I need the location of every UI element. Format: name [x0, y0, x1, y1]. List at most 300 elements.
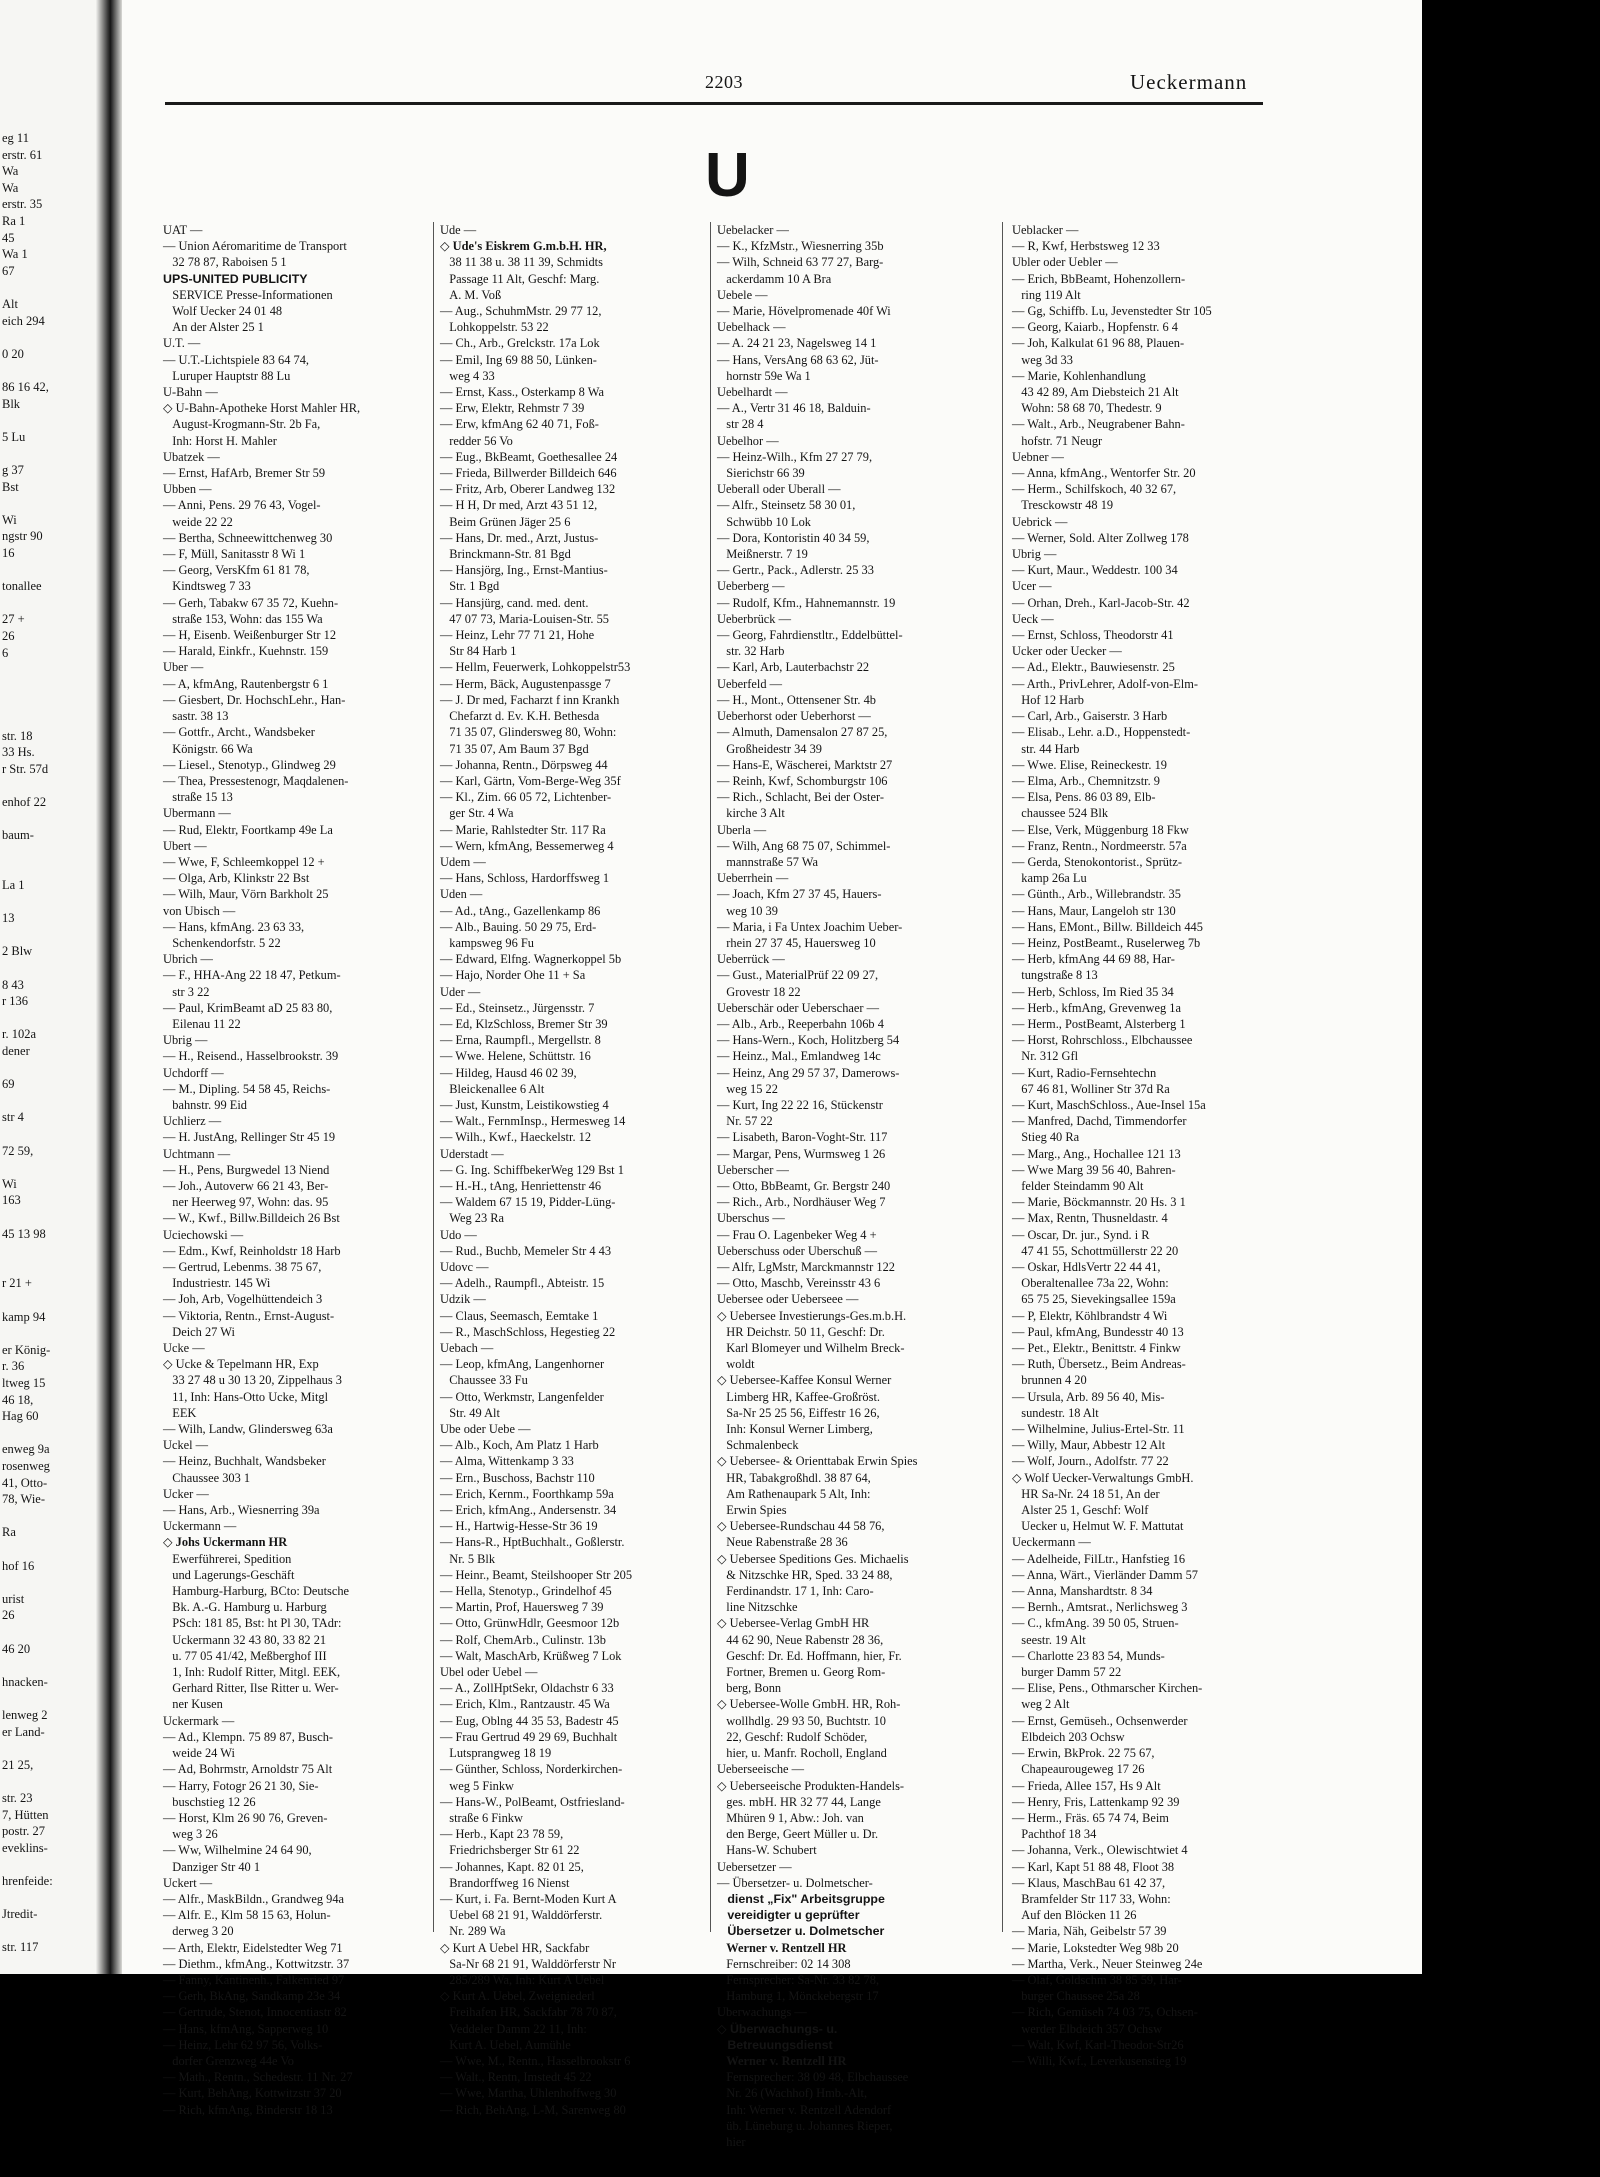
directory-entry: — Johanna, Rentn., Dörpsweg 44 — [440, 757, 608, 772]
directory-entry: — Oscar, Dr. jur., Synd. i R — [1012, 1227, 1150, 1242]
directory-entry: mannstraße 57 Wa — [717, 854, 818, 869]
directory-entry: — Union Aéromaritime de Transport — [163, 239, 347, 254]
left-page-fragment: eg 11 — [2, 131, 29, 145]
left-page-fragment: 46 20 — [2, 1641, 31, 1656]
directory-entry: — Rich, Gemüseh 74 03 75, Ochsen- — [1012, 2005, 1198, 2020]
directory-entry: — Alfr. E., Klm 58 15 63, Holun- — [163, 1908, 331, 1923]
left-page-fragment: baum- — [2, 828, 34, 843]
directory-entry: — Georg, VersKfm 61 81 78, — [163, 563, 310, 578]
left-page-fragment: Blk — [2, 396, 21, 411]
directory-entry: hofstr. 71 Neugr — [1012, 433, 1103, 448]
directory-entry: — Hildeg, Hausd 46 02 39, — [440, 1065, 577, 1080]
directory-entry: — Walt, Kwf, Karl-Theodor-Str26 — [1012, 2037, 1184, 2052]
directory-entry: — Henry, Fris, Lattenkamp 92 39 — [1012, 1794, 1180, 1809]
directory-heading: Uckel — — [163, 1438, 209, 1453]
left-page-fragment: enhof 22 — [2, 795, 47, 809]
directory-entry: 47 07 73, Maria-Louisen-Str. 55 — [440, 611, 609, 626]
directory-entry: — Claus, Seemasch, Eemtake 1 — [440, 1308, 599, 1323]
directory-entry: Inh: Horst H. Mahler — [163, 433, 277, 448]
left-page-fragment: eveklins- — [2, 1840, 48, 1855]
directory-entry: — Franz, Rentn., Nordmeerstr. 57a — [1012, 838, 1187, 853]
directory-entry: — Rudolf, Kfm., Hahnemannstr. 19 — [717, 595, 896, 610]
directory-heading: Ucke — — [163, 1341, 205, 1356]
directory-entry: weg 15 22 — [717, 1081, 778, 1096]
directory-entry: — Elisab., Lehr. a.D., Hoppenstedt- — [1012, 725, 1191, 740]
directory-entry: — Harry, Fotogr 26 21 30, Sie- — [163, 1778, 319, 1793]
directory-entry: Weg 23 Ra — [440, 1211, 505, 1226]
directory-entry: kirche 3 Alt — [717, 806, 785, 821]
directory-entry: — Ed, KlzSchloss, Bremer Str 39 — [440, 1016, 608, 1031]
directory-entry: straße 6 Finkw — [440, 1810, 523, 1825]
directory-entry: — Erw, Elektr, Rehmstr 7 39 — [440, 401, 585, 416]
directory-heading: Uciechowski — — [163, 1227, 244, 1242]
directory-entry: — Ursula, Arb. 89 56 40, Mis- — [1012, 1389, 1165, 1404]
directory-entry: — Joh, Kalkulat 61 96 88, Plauen- — [1012, 336, 1185, 351]
directory-entry: hier, u. Manfr. Rocholl, England — [717, 1746, 887, 1761]
directory-entry: hornstr 59e Wa 1 — [717, 368, 811, 383]
directory-heading: Uchdorff — — [163, 1065, 224, 1080]
directory-entry: — Herm, Bäck, Augustenpassge 7 — [440, 676, 611, 691]
directory-entry: — R., MaschSchloss, Hegestieg 22 — [440, 1324, 616, 1339]
directory-entry: ◇ Kurt A Uebel HR, Sackfabr — [440, 1940, 590, 1955]
left-page-fragment: hrenfeide: — [2, 1874, 53, 1888]
directory-entry: str. 32 Harb — [717, 644, 785, 659]
directory-entry: str. 44 Harb — [1012, 741, 1080, 756]
directory-entry: Neue Rabenstraße 28 36 — [717, 1535, 848, 1550]
column-rule — [710, 222, 711, 1932]
directory-entry: Nr. 289 Wa — [440, 1924, 506, 1939]
directory-heading: Ucer — — [1012, 579, 1052, 594]
directory-heading: Ubler oder Uebler — — [1012, 255, 1118, 270]
directory-entry: derweg 3 20 — [163, 1924, 234, 1939]
directory-entry: hier — [717, 2134, 746, 2149]
directory-heading: Ucker oder Uecker — — [1012, 644, 1122, 659]
directory-entry: — A, kfmAng, Rautenbergstr 6 1 — [163, 676, 329, 691]
directory-entry: Str 84 Harb 1 — [440, 644, 517, 659]
left-page-fragment: lenweg 2 — [2, 1708, 48, 1722]
directory-entry: — Wilh, Ang 68 75 07, Schimmel- — [717, 838, 891, 853]
directory-entry: ◇ Uebersee Investierungs-Ges.m.b.H. — [717, 1308, 907, 1323]
directory-entry: — Giesbert, Dr. HochschLehr., Han- — [163, 692, 346, 707]
directory-entry: — Rud., Buchb, Memeler Str 4 43 — [440, 1243, 612, 1258]
directory-heading: Ueberall oder Uberall — — [717, 482, 841, 497]
directory-entry: Chefarzt d. Ev. K.H. Bethesda — [440, 709, 600, 724]
directory-entry: — A. 24 21 23, Nagelsweg 14 1 — [717, 336, 877, 351]
directory-entry: Pachthof 18 34 — [1012, 1827, 1097, 1842]
directory-entry: — Olaf, Goldschm 38 85 59, Har- — [1012, 1972, 1182, 1987]
directory-entry: — Eug, Oblng 44 35 53, Badestr 45 — [440, 1713, 619, 1728]
left-page-fragment: hnacken- — [2, 1674, 48, 1689]
directory-entry: EEK — [163, 1405, 197, 1420]
left-page-fragment: 21 25, — [2, 1757, 34, 1772]
directory-entry: — Bernh., Amtsrat., Nerlichsweg 3 — [1012, 1600, 1188, 1615]
directory-entry: Inh: Werner v. Rentzell Adendorf — [717, 2102, 892, 2117]
left-page-fragment: er Land- — [2, 1724, 45, 1739]
directory-entry: Beim Grünen Jäger 25 6 — [440, 514, 571, 529]
left-page-fragment: Hag 60 — [2, 1409, 39, 1424]
left-page-fragment: r. 102a — [2, 1027, 37, 1042]
directory-entry: ◇ Uebersee- & Orienttabak Erwin Spies — [717, 1454, 918, 1469]
directory-heading: Uden — — [440, 887, 483, 902]
directory-entry: berg, Bonn — [717, 1681, 782, 1696]
directory-entry: Nr. 57 22 — [717, 1114, 773, 1129]
directory-entry: — Frieda, Billwerder Billdeich 646 — [440, 466, 617, 481]
directory-entry: — H, Eisenb. Weißenburger Str 12 — [163, 628, 337, 643]
directory-entry: Werner v. Rentzell HR — [717, 1940, 847, 1955]
directory-entry: — Ad., Klempn. 75 89 87, Busch- — [163, 1729, 334, 1744]
directory-entry: — Wwe, Martha, Uhlenhoffweg 30 — [440, 2086, 617, 2101]
left-page-fragment: eich 294 — [2, 313, 45, 328]
directory-entry: wollhdlg. 29 93 50, Buchtstr. 10 — [717, 1713, 886, 1728]
directory-entry: — Gertr., Pack., Adlerstr. 25 33 — [717, 563, 874, 578]
directory-entry: Schwübb 10 Lok — [717, 514, 811, 529]
directory-entry: — Erich, kfmAng., Andersenstr. 34 — [440, 1503, 617, 1518]
directory-entry: burger Damm 57 22 — [1012, 1665, 1122, 1680]
directory-heading: Ueberbrück — — [717, 611, 791, 626]
directory-heading: Ueckermann — — [1012, 1535, 1091, 1550]
directory-entry: — Elise, Pens., Othmarscher Kirchen- — [1012, 1681, 1203, 1696]
left-page-fragment: r 21 + — [2, 1276, 32, 1291]
directory-entry: — H., Mont., Ottensener Str. 4b — [717, 692, 877, 707]
directory-entry: — Klaus, MaschBau 61 42 37, — [1012, 1875, 1166, 1890]
directory-entry: — Hans-Wern., Koch, Holitzberg 54 — [717, 1033, 900, 1048]
directory-entry: — Johanna, Verk., Olewischtwiet 4 — [1012, 1843, 1188, 1858]
directory-entry: ◇ Uebersee-Verlag GmbH HR — [717, 1616, 870, 1631]
directory-entry: — Rolf, ChemArb., Culinstr. 13b — [440, 1632, 606, 1647]
directory-heading: Uberwachungs — — [717, 2005, 807, 2020]
directory-entry: Kindtsweg 7 33 — [163, 579, 251, 594]
directory-entry: — Alfr., MaskBildn., Grandweg 94a — [163, 1891, 345, 1906]
directory-heading: Uebner — — [1012, 449, 1064, 464]
directory-entry: — Hella, Stenotyp., Grindelhof 45 — [440, 1584, 612, 1599]
directory-entry: straße 15 13 — [163, 790, 233, 805]
left-page-fragment: 5 Lu — [2, 429, 26, 444]
directory-entry: weg 3 26 — [163, 1827, 218, 1842]
directory-entry: — U.T.-Lichtspiele 83 64 74, — [163, 352, 310, 367]
directory-entry: Friedrichsberger Str 61 22 — [440, 1843, 580, 1858]
directory-entry: — Elsa, Pens. 86 03 89, Elb- — [1012, 790, 1156, 805]
directory-entry: — Paul, KrimBeamt aD 25 83 80, — [163, 1000, 333, 1015]
left-page-fragment: erstr. 35 — [2, 197, 43, 212]
directory-heading: Uebelhor — — [717, 433, 779, 448]
directory-entry: August-Krogmann-Str. 2b Fa, — [163, 417, 321, 432]
directory-entry: — Martha, Verk., Neuer Steinweg 24e — [1012, 1956, 1203, 1971]
left-page-fragment: str. 23 — [2, 1791, 33, 1805]
directory-entry: Am Rathenaupark 5 Alt, Inh: — [717, 1486, 871, 1501]
directory-entry: — Wwe. Helene, Schüttstr. 16 — [440, 1049, 591, 1064]
directory-column-1 — [163, 222, 425, 2117]
directory-entry: weg 5 Finkw — [440, 1778, 514, 1793]
left-page-fragment: r. 36 — [2, 1359, 25, 1374]
directory-entry: — H., Hartwig-Hesse-Str 36 19 — [440, 1519, 598, 1534]
directory-entry: sundestr. 18 Alt — [1012, 1405, 1099, 1420]
directory-entry: Uecker u, Helmut W. F. Mattutat — [1012, 1519, 1184, 1534]
directory-heading: Ueberschär oder Ueberschaer — — [717, 1000, 880, 1015]
directory-entry: Uebel 68 21 91, Walddörferstr. — [440, 1908, 603, 1923]
directory-entry: — Wilh, Landw, Glindersweg 63a — [163, 1422, 333, 1437]
left-page-fragment: 7, Hütten — [2, 1807, 49, 1822]
directory-entry: — Gerda, Stenokontorist., Sprütz- — [1012, 854, 1183, 869]
directory-entry: — H., Pens, Burgwedel 13 Niend — [163, 1162, 330, 1177]
directory-entry: 71 35 07, Glindersweg 80, Wohn: — [440, 725, 617, 740]
directory-heading: Uebersee oder Ueberseee — — [717, 1292, 859, 1307]
directory-entry: Hamburg 1, Mönckebergstr 17 — [717, 1989, 879, 2004]
directory-entry: — R, Kwf, Herbstsweg 12 33 — [1012, 239, 1160, 254]
directory-entry: — Harald, Einkfr., Kuehnstr. 159 — [163, 644, 329, 659]
directory-entry: Großheidestr 34 39 — [717, 741, 822, 756]
directory-entry: — Herb, kfmAng 44 69 88, Har- — [1012, 952, 1175, 967]
directory-entry: Betreuungsdienst — [717, 2037, 833, 2052]
left-page-fragment: 16 — [2, 546, 15, 560]
directory-entry: — Max, Rentn, Thusneldastr. 4 — [1012, 1211, 1168, 1226]
directory-heading: Ubrich — — [163, 952, 213, 967]
directory-entry: weide 22 22 — [163, 514, 233, 529]
directory-entry: — Herb., kfmAng, Grevenweg 1a — [1012, 1000, 1181, 1015]
directory-entry: ges. mbH. HR 32 77 44, Lange — [717, 1794, 881, 1809]
directory-entry: — Wwe, M., Rentn., Hasselbrookstr 6 — [440, 2053, 631, 2068]
directory-entry: — Otto, GrünwHdlr, Geesmoor 12b — [440, 1616, 620, 1631]
directory-entry: Veddeler Damm 22 11, Inh: — [440, 2021, 587, 2036]
directory-entry: weg 2 Alt — [1012, 1697, 1070, 1712]
directory-entry: straße 153, Wohn: das 155 Wa — [163, 611, 323, 626]
directory-entry: — Wilh, Maur, Vörn Barkholt 25 — [163, 887, 329, 902]
directory-entry: — Willi, Kwf., Leverkusenstieg 19 — [1012, 2053, 1187, 2068]
directory-heading: Ubben — — [163, 482, 212, 497]
directory-entry: — Werner, Sold. Alter Zollweg 178 — [1012, 530, 1189, 545]
directory-entry: — Georg, Kaiarb., Hopfenstr. 6 4 — [1012, 320, 1178, 335]
directory-entry: — Hans, EMont., Billw. Billdeich 445 — [1012, 919, 1203, 934]
directory-entry: — J. Dr med, Facharzt f inn Krankh — [440, 692, 620, 707]
directory-heading: Ubel oder Uebel — — [440, 1665, 538, 1680]
directory-entry: UPS-UNITED PUBLICITY — [163, 271, 308, 286]
directory-heading: Uebelhardt — — [717, 385, 788, 400]
directory-entry: 65 75 25, Sievekingsallee 159a — [1012, 1292, 1176, 1307]
directory-entry: — Ernst, Schloss, Theodorstr 41 — [1012, 628, 1174, 643]
directory-entry: — A., Vertr 31 46 18, Balduin- — [717, 401, 871, 416]
directory-entry: — A., ZollHptSekr, Oldachstr 6 33 — [440, 1681, 614, 1696]
directory-entry: — Herm., Schilfskoch, 40 32 67, — [1012, 482, 1177, 497]
directory-entry: ackerdamm 10 A Bra — [717, 271, 832, 286]
directory-entry: — Kurt, Ing 22 22 16, Stückenstr — [717, 1097, 883, 1112]
directory-entry: ◇ Ucke & Tepelmann HR, Exp — [163, 1357, 319, 1372]
directory-entry: Limberg HR, Kaffee-Großröst. — [717, 1389, 880, 1404]
directory-entry: — Marie, Kohlenhandlung — [1012, 368, 1146, 383]
directory-heading: Ude — — [440, 223, 477, 237]
directory-entry: Deich 27 Wi — [163, 1324, 235, 1339]
left-page-fragment: urist — [2, 1591, 25, 1606]
directory-entry: — Ch., Arb., Grelckstr. 17a Lok — [440, 336, 600, 351]
directory-entry: 33 27 48 u 30 13 20, Zippelhaus 3 — [163, 1373, 342, 1388]
directory-entry: — Kurt, i. Fa. Bernt-Moden Kurt A — [440, 1891, 617, 1906]
directory-entry: Auf den Blöcken 11 26 — [1012, 1908, 1137, 1923]
directory-entry: — Ad, Bohrmstr, Arnoldstr 75 Alt — [163, 1762, 333, 1777]
directory-entry: — Hans, Dr. med., Arzt, Justus- — [440, 530, 599, 545]
directory-heading: Ueberberg — — [717, 579, 785, 594]
directory-entry: — Alfr., Steinsetz 58 30 01, — [717, 498, 856, 513]
directory-entry: — Ernst, Gemüseh., Ochsenwerder — [1012, 1713, 1188, 1728]
directory-entry: burger Chaussee 25a 28 — [1012, 1989, 1140, 2004]
directory-heading: Ueberrhein — — [717, 871, 789, 886]
left-page-fragment: ngstr 90 — [2, 529, 43, 544]
directory-entry: ◇ Johs Uckermann HR — [163, 1535, 288, 1550]
directory-entry: 71 35 07, Am Baum 37 Bgd — [440, 741, 589, 756]
left-page-fragment: hof 16 — [2, 1558, 35, 1573]
left-page-fragment: Ra 1 — [2, 214, 26, 228]
directory-entry: Nr. 312 Gfl — [1012, 1049, 1079, 1064]
directory-entry: — Ww, Wilhelmine 24 64 90, — [163, 1843, 312, 1858]
directory-entry: Chaussee 303 1 — [163, 1470, 251, 1485]
directory-heading: Uckert — — [163, 1875, 213, 1890]
directory-heading: Ubert — — [163, 838, 207, 853]
directory-entry: ◇ Ueberseeische Produkten-Handels- — [717, 1778, 905, 1793]
directory-heading: Ueberseeische — — [717, 1762, 805, 1777]
left-page-fragment: 26 — [2, 1608, 15, 1623]
directory-entry: — Kl., Zim. 66 05 72, Lichtenber- — [440, 790, 612, 805]
directory-entry: — H., Reisend., Hasselbrookstr. 39 — [163, 1049, 339, 1064]
directory-heading: Uckermann — — [163, 1519, 237, 1534]
directory-entry: — Alma, Wittenkamp 3 33 — [440, 1454, 574, 1469]
left-page-fragment: 8 43 — [2, 977, 24, 992]
directory-entry: ◇ U-Bahn-Apotheke Horst Mahler HR, — [163, 401, 361, 416]
directory-entry: — Viktoria, Rentn., Ernst-August- — [163, 1308, 335, 1323]
directory-heading: Ubatzek — — [163, 449, 220, 464]
directory-entry: — Karl, Gärtn, Vom-Berge-Weg 35f — [440, 773, 621, 788]
directory-entry: — Ernst, Kass., Osterkamp 8 Wa — [440, 385, 604, 400]
directory-entry: — Emil, Ing 69 88 50, Lünken- — [440, 352, 597, 367]
directory-entry: — Gertrud, Lebenms. 38 75 67, — [163, 1260, 322, 1274]
directory-entry: — Carl, Arb., Gaiserstr. 3 Harb — [1012, 709, 1168, 724]
left-page-fragment: g 37 — [2, 463, 24, 477]
directory-heading: Uberschus — — [717, 1211, 785, 1226]
directory-entry: ner Heerweg 97, Wohn: das. 95 — [163, 1195, 329, 1210]
directory-entry: — Eug., BkBeamt, Goethesallee 24 — [440, 449, 618, 464]
directory-entry: — Maria, i Fa Untex Joachim Ueber- — [717, 919, 903, 934]
directory-entry: — Frieda, Allee 157, Hs 9 Alt — [1012, 1778, 1161, 1793]
directory-entry: 22, Geschf: Rudolf Schöder, — [717, 1729, 868, 1744]
directory-entry: — Adelh., Raumpfl., Abteistr. 15 — [440, 1276, 605, 1291]
directory-entry: — Gerh, BkAng, Sandkamp 23e 34 — [163, 1989, 341, 2004]
directory-entry: — Rud, Elektr, Foortkamp 49e La — [163, 822, 333, 837]
directory-entry: — H.-H., tAng, Henriettenstr 46 — [440, 1178, 602, 1193]
directory-entry: — Joach, Kfm 27 37 45, Hauers- — [717, 887, 882, 902]
directory-entry: Inh: Konsul Werner Limberg, — [717, 1422, 873, 1437]
directory-entry: — Hans, kfmAng. 23 63 33, — [163, 919, 305, 934]
left-page-fragment: str. 18 — [2, 728, 33, 743]
directory-entry: — Paul, kfmAng, Bundesstr 40 13 — [1012, 1324, 1184, 1339]
directory-entry: — Math., Rentn., Schedestr. 11 Nr. 27 — [163, 2070, 353, 2085]
directory-entry: — Wilh, Schneid 63 77 27, Barg- — [717, 255, 884, 270]
directory-entry: Erwin Spies — [717, 1503, 787, 1518]
left-page-fragment: er König- — [2, 1342, 51, 1357]
column-rule — [1002, 222, 1003, 1932]
directory-entry: str 28 4 — [717, 417, 764, 432]
directory-heading: Uberla — — [717, 822, 767, 837]
left-page-edge — [0, 0, 108, 1974]
directory-entry: — H H, Dr med, Arzt 43 51 12, — [440, 498, 598, 513]
directory-heading: Ubrig — — [163, 1033, 208, 1048]
directory-entry: redder 56 Vo — [440, 433, 513, 448]
directory-entry: — K., KfzMstr., Wiesnerring 35b — [717, 239, 884, 254]
directory-entry: 67 46 81, Wolliner Str 37d Ra — [1012, 1081, 1170, 1096]
directory-entry: Meißnerstr. 7 19 — [717, 547, 808, 562]
directory-entry: — Walt., FernmInsp., Hermesweg 14 — [440, 1114, 626, 1129]
directory-entry: weg 10 39 — [717, 903, 778, 918]
directory-entry: ◇ Ude's Eiskrem G.m.b.H. HR, — [440, 239, 607, 254]
directory-entry: — Erich, BbBeamt, Hohenzollern- — [1012, 271, 1186, 286]
directory-entry: üb. Lüneburg u. Johannes Rieper, — [717, 2118, 893, 2133]
directory-entry: SERVICE Presse-Informationen — [163, 287, 333, 302]
directory-entry: — Rich., Arb., Nordhäuser Weg 7 — [717, 1195, 886, 1210]
directory-entry: — Herb., Kapt 23 78 59, — [440, 1827, 564, 1842]
directory-entry: — Horst, Rohrschloss., Elbchaussee — [1012, 1033, 1193, 1048]
directory-entry: Elbdeich 203 Ochsw — [1012, 1729, 1125, 1744]
section-letter: U — [705, 141, 750, 210]
left-page-fragment: postr. 27 — [2, 1824, 46, 1839]
directory-entry: — Heinr., Beamt, Steilshooper Str 205 — [440, 1567, 633, 1582]
column-rule — [433, 222, 434, 1932]
directory-entry: — H. JustAng, Rellinger Str 45 19 — [163, 1130, 336, 1145]
directory-entry: — Erw, kfmAng 62 40 71, Foß- — [440, 417, 599, 432]
directory-entry: Str. 1 Bgd — [440, 579, 500, 594]
left-page-fragment: 0 20 — [2, 346, 24, 361]
directory-entry: — Otto, BbBeamt, Gr. Bergstr 240 — [717, 1178, 891, 1193]
directory-entry: — Arth, Elektr, Eidelstedter Weg 71 — [163, 1940, 343, 1955]
directory-entry: — Waldem 67 15 19, Pidder-Lüng- — [440, 1195, 616, 1210]
directory-entry: — Alb., Bauing. 50 29 75, Erd- — [440, 919, 597, 934]
directory-entry: — Marie, Lokstedter Weg 98b 20 — [1012, 1940, 1179, 1955]
directory-entry: — Heinz., Mal., Emlandweg 14c — [717, 1049, 881, 1064]
directory-entry: — Erna, Raumpfl., Mergellstr. 8 — [440, 1033, 601, 1048]
left-page-fragment: enweg 9a — [2, 1442, 50, 1457]
directory-entry: Bleickenallee 6 Alt — [440, 1081, 545, 1096]
directory-entry: — Otto, Maschb, Vereinsstr 43 6 — [717, 1276, 881, 1291]
directory-entry: — Reinh, Kwf, Schomburgstr 106 — [717, 773, 888, 788]
left-page-fragment: 78, Wie- — [2, 1492, 46, 1507]
left-page-fragment: Wa — [2, 180, 19, 195]
directory-entry: — Anna, kfmAng., Wentorfer Str. 20 — [1012, 466, 1196, 481]
directory-entry: — Orhan, Dreh., Karl-Jacob-Str. 42 — [1012, 595, 1190, 610]
directory-entry: — Bertha, Schneewittchenweg 30 — [163, 530, 333, 545]
directory-entry: — Maria, Näh, Geibelstr 57 39 — [1012, 1924, 1167, 1939]
left-page-fragment: Wa — [2, 164, 19, 179]
left-page-fragment: Wi — [2, 512, 17, 527]
directory-entry: Übersetzer u. Dolmetscher — [717, 1924, 885, 1939]
directory-entry: — Rich., Schlacht, Bei der Oster- — [717, 790, 884, 805]
directory-entry: — Ed., Steinsetz., Jürgensstr. 7 — [440, 1000, 595, 1015]
directory-entry: — Karl, Kapt 51 88 48, Floot 38 — [1012, 1859, 1175, 1874]
directory-column-2 — [440, 222, 702, 2117]
directory-entry: ner Kusen — [163, 1697, 223, 1712]
left-page-fragment: 27 + — [2, 612, 25, 627]
directory-entry: Alster 25 1, Geschf: Wolf — [1012, 1503, 1149, 1518]
directory-entry: Schenkendorfstr. 5 22 — [163, 935, 281, 950]
directory-entry: — Dora, Kontoristin 40 34 59, — [717, 530, 870, 545]
directory-heading: Uebersetzer — — [717, 1859, 792, 1874]
directory-heading: Ueberschuss oder Uberschuß — — [717, 1243, 878, 1258]
directory-entry: — Günth., Arb., Willebrandstr. 35 — [1012, 887, 1181, 902]
left-page-fragment: Wi — [2, 1176, 17, 1191]
directory-entry: — Rich, BehAng, L-M, Sarenweg 80 — [440, 2102, 626, 2117]
directory-entry: — Kurt, Maur., Weddestr. 100 34 — [1012, 563, 1178, 578]
directory-entry: — Hans, kfmAng, Sapperweg 10 — [163, 2021, 329, 2036]
directory-entry: kamp 26a Lu — [1012, 871, 1087, 886]
directory-entry: — Hans-W., PolBeamt, Ostfriesland- — [440, 1794, 625, 1809]
directory-heading: Uckermark — — [163, 1713, 235, 1728]
directory-entry: — Heinz, Lehr 77 71 21, Hohe — [440, 628, 595, 643]
directory-entry: bahnstr. 99 Eid — [163, 1097, 247, 1112]
directory-entry: Werner v. Rentzell HR — [717, 2053, 847, 2068]
directory-entry: — Martin, Prof, Hauersweg 7 39 — [440, 1600, 604, 1615]
